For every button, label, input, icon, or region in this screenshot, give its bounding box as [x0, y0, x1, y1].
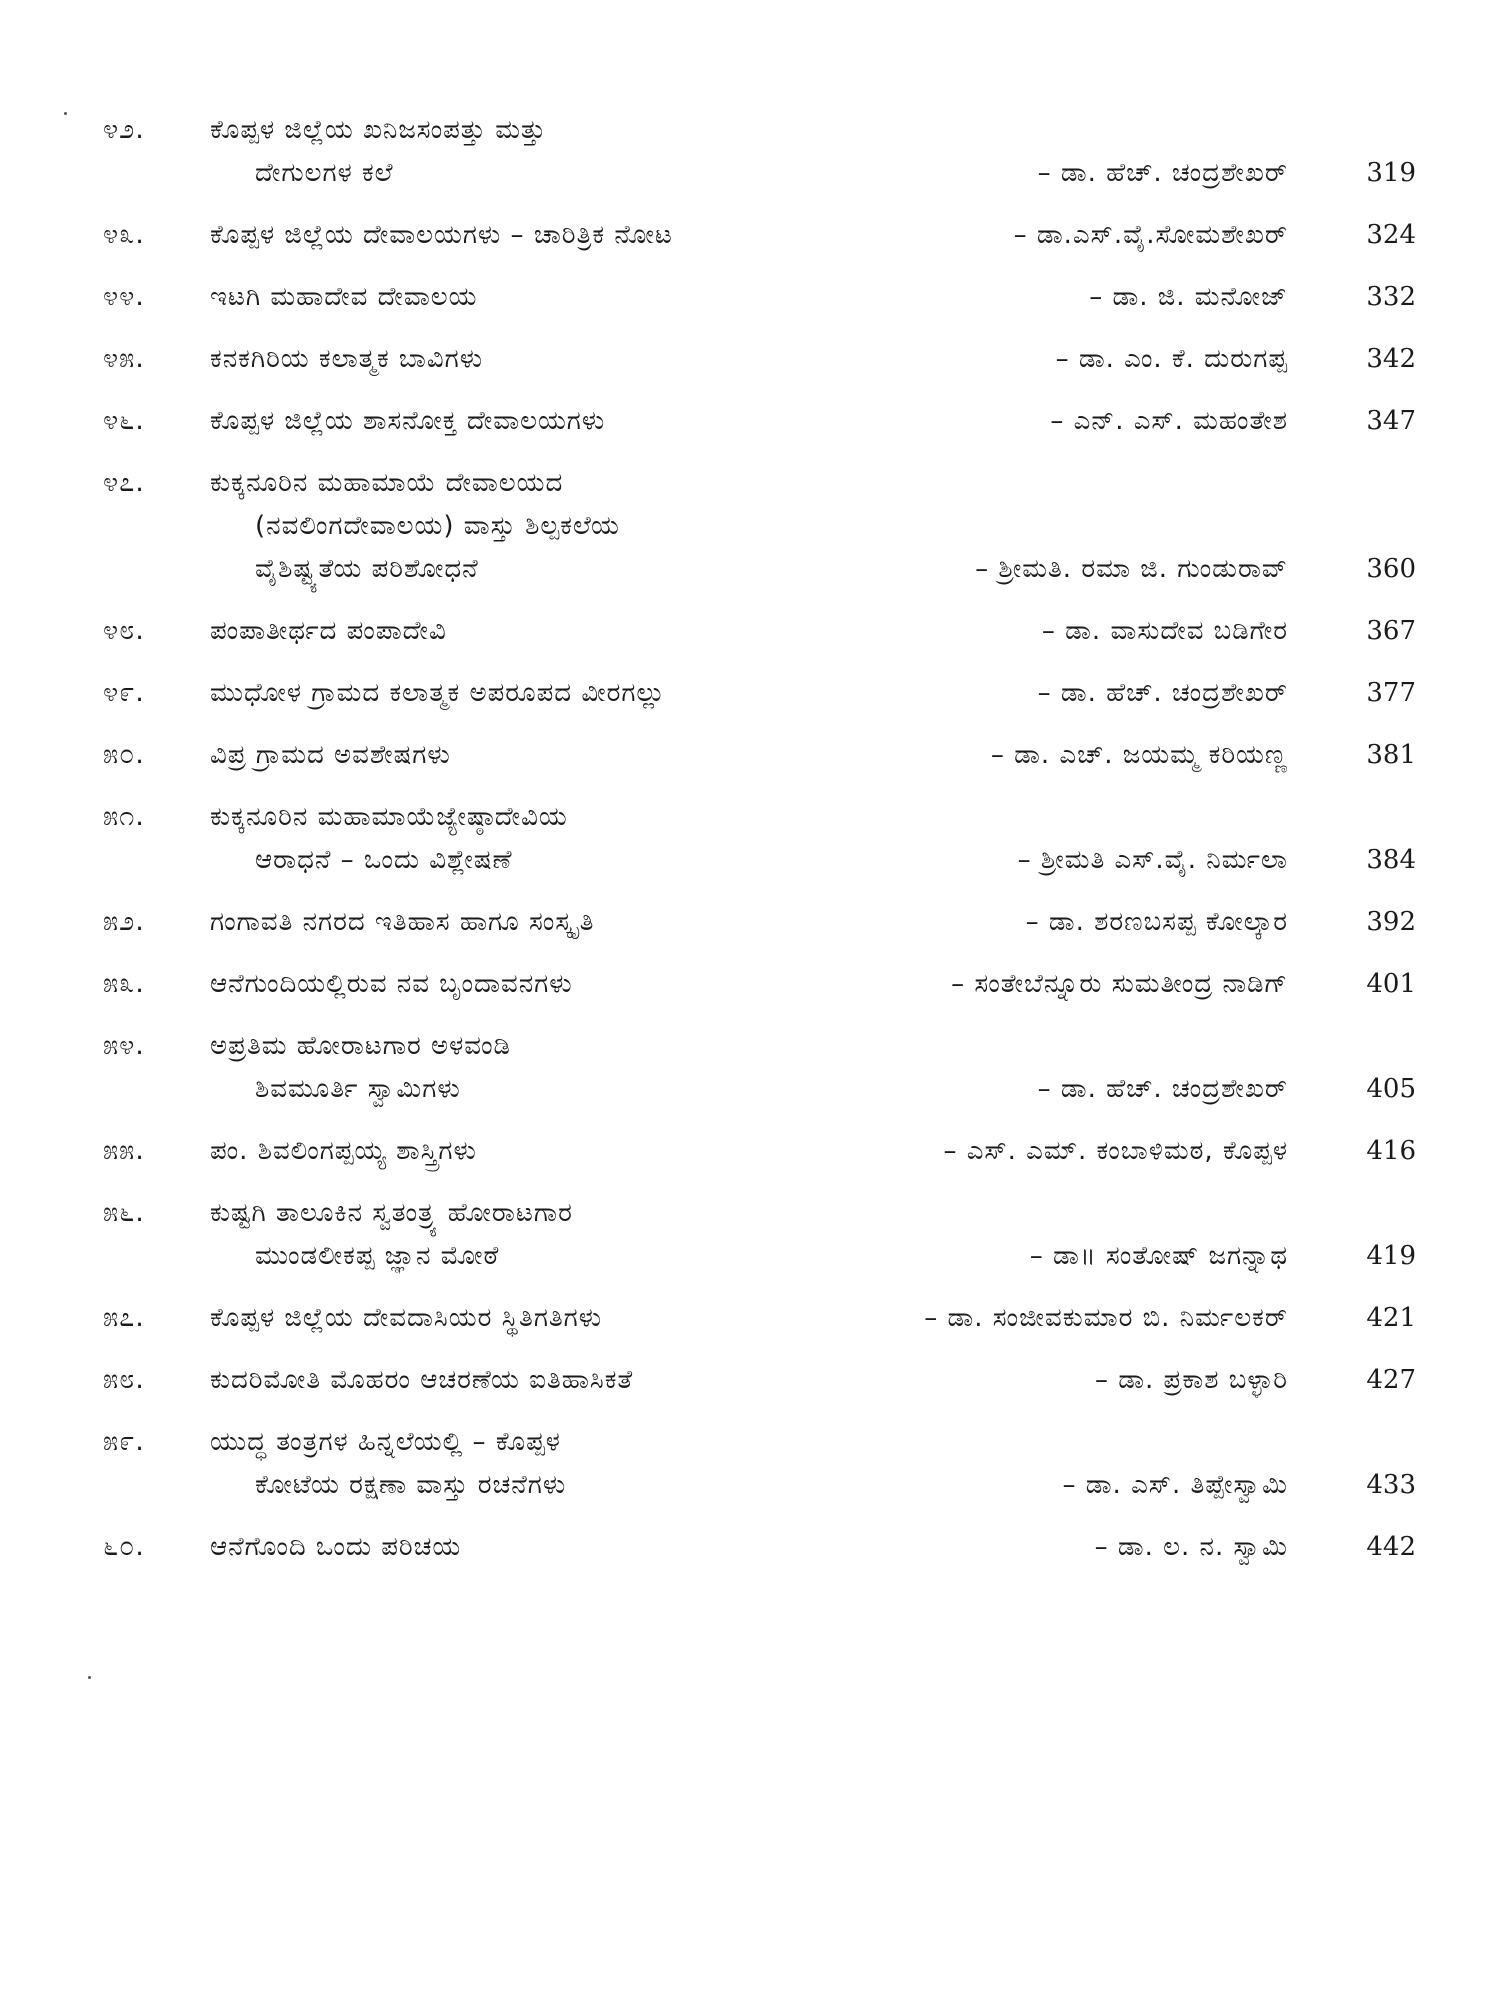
entry-author: – ಡಾ. ಹೆಚ್. ಚಂದ್ರಶೇಖರ್ — [1037, 158, 1288, 188]
entry-page-number: 360 — [1366, 554, 1416, 584]
entry-title: ಕೋಟೆಯ ರಕ್ಷಣಾ ವಾಸ್ತು ರಚನೆಗಳು — [255, 1470, 567, 1500]
entry-title: (ನವಲಿಂಗದೇವಾಲಯ) ವಾಸ್ತು ಶಿಲ್ಪಕಲೆಯ — [255, 511, 620, 541]
entry-author: – ಡಾ. ಪ್ರಕಾಶ ಬಳ್ಳಾರಿ — [1095, 1365, 1288, 1395]
toc-line — [0, 1293, 1500, 1343]
entry-title: ಆನೆಗೊಂದಿ ಒಂದು ಪರಿಚಯ — [210, 1532, 462, 1562]
entry-title: ಮುಧೋಳ ಗ್ರಾಮದ ಕಲಾತ್ಮಕ ಅಪರೂಪದ ವೀರಗಲ್ಲು — [210, 678, 666, 708]
entry-page-number: 342 — [1366, 344, 1416, 374]
entry-author: – ಡಾ. ಎಂ. ಕೆ. ದುರುಗಪ್ಪ — [1055, 344, 1288, 374]
toc-line — [0, 1460, 1500, 1510]
entry-author: – ಡಾ. ಎಸ್. ತಿಪ್ಪೇಸ್ವಾಮಿ — [1062, 1470, 1288, 1500]
toc-line — [0, 210, 1500, 260]
entry-author: – ಡಾ. ಹೆಚ್. ಚಂದ್ರಶೇಖರ್ — [1037, 678, 1288, 708]
entry-page-number: 433 — [1366, 1470, 1416, 1500]
entry-number: ೪೯. — [103, 677, 145, 708]
entry-page-number: 384 — [1366, 845, 1416, 875]
toc-line — [0, 897, 1500, 947]
entry-page-number: 324 — [1366, 220, 1416, 250]
entry-page-number: 421 — [1366, 1303, 1416, 1333]
entry-number: ೬೦. — [103, 1531, 145, 1562]
entry-title: ವೈಶಿಷ್ಟ್ಯತೆಯ ಪರಿಶೋಧನೆ — [255, 554, 479, 584]
entry-title: ಕುದರಿಮೋತಿ ಮೊಹರಂ ಆಚರಣೆಯ ಐತಿಹಾಸಿಕತೆ — [210, 1365, 634, 1395]
entry-author: – ಶ್ರೀಮತಿ. ರಮಾ ಜಿ. ಗುಂಡುರಾವ್ — [975, 554, 1288, 584]
entry-author: – ಸಂತೇಬೆನ್ನೂರು ಸುಮತೀಂದ್ರ ನಾಡಿಗ್ — [951, 969, 1288, 999]
entry-number: ೪೩. — [103, 219, 145, 250]
toc-line — [0, 148, 1500, 198]
entry-author: – ಡಾ. ಲ. ನ. ಸ್ವಾಮಿ — [1094, 1532, 1288, 1562]
entry-page-number: 367 — [1366, 616, 1416, 646]
entry-number: ೫೯. — [103, 1426, 145, 1457]
entry-title: ಅಪ್ರತಿಮ ಹೋರಾಟಗಾರ ಅಳವಂಡಿ — [210, 1031, 511, 1061]
entry-title: ಯುದ್ಧ ತಂತ್ರಗಳ ಹಿನ್ನಲೆಯಲ್ಲಿ – ಕೊಪ್ಪಳ — [210, 1427, 561, 1457]
entry-author: – ಡಾ. ಸಂಜೀವಕುಮಾರ ಬಿ. ನಿರ್ಮಲಕರ್ — [924, 1303, 1288, 1333]
entry-number: ೫೦. — [103, 739, 145, 770]
entry-title: ಕೊಪ್ಪಳ ಜಿಲ್ಲೆಯ ಖನಿಜಸಂಪತ್ತು ಮತ್ತು — [210, 115, 547, 145]
entry-page-number: 319 — [1366, 158, 1416, 188]
entry-page-number: 419 — [1366, 1241, 1416, 1271]
entry-number: ೪೫. — [103, 343, 145, 374]
entry-number: ೫೭. — [103, 1302, 145, 1333]
entry-title: ಪಂಪಾತೀರ್ಥದ ಪಂಪಾದೇವಿ — [210, 616, 447, 646]
entry-title: ದೇಗುಲಗಳ ಕಲೆ — [255, 158, 394, 188]
entry-number: ೪೮. — [103, 615, 145, 646]
toc-line — [0, 544, 1500, 594]
toc-line — [0, 1231, 1500, 1281]
entry-number: ೪೨. — [103, 114, 145, 145]
entry-author: – ಡಾ. ವಾಸುದೇವ ಬಡಿಗೇರ — [1041, 616, 1288, 646]
entry-page-number: 405 — [1366, 1074, 1416, 1104]
entry-number: ೫೪. — [103, 1030, 145, 1061]
entry-title: ಕನಕಗಿರಿಯ ಕಲಾತ್ಮಕ ಬಾವಿಗಳು — [210, 344, 484, 374]
entry-author: – ಡಾ.ಎಸ್.ವೈ.ಸೋಮಶೇಖರ್ — [1013, 220, 1288, 250]
entry-page-number: 401 — [1366, 969, 1416, 999]
entry-title: ಮುಂಡಲೀಕಪ್ಪ ಜ್ಞಾನ ಮೋಠೆ — [255, 1241, 500, 1271]
entry-page-number: 332 — [1366, 282, 1416, 312]
toc-line — [0, 668, 1500, 718]
entry-author: – ಎನ್. ಎಸ್. ಮಹಂತೇಶ — [1050, 406, 1288, 436]
toc-line — [0, 1522, 1500, 1572]
entry-title: ಕೊಪ್ಪಳ ಜಿಲ್ಲೆಯ ದೇವದಾಸಿಯರ ಸ್ಥಿತಿಗತಿಗಳು — [210, 1303, 603, 1333]
scan-speck — [88, 1676, 91, 1679]
entry-author: – ಡಾ. ಜಿ. ಮನೋಜ್ — [1089, 282, 1288, 312]
entry-author: – ಡಾ. ಎಚ್. ಜಯಮ್ಮ ಕರಿಯಣ್ಣ — [990, 740, 1288, 770]
entry-page-number: 416 — [1366, 1136, 1416, 1166]
toc-line — [0, 959, 1500, 1009]
entry-title: ಕುಷ್ಟಗಿ ತಾಲೂಕಿನ ಸ್ವತಂತ್ರ್ಯ ಹೋರಾಟಗಾರ — [210, 1198, 573, 1228]
entry-page-number: 377 — [1366, 678, 1416, 708]
toc-line — [0, 334, 1500, 384]
entry-author: – ಶ್ರೀಮತಿ ಎಸ್.ವೈ. ನಿರ್ಮಲಾ — [1017, 845, 1288, 875]
entry-title: ಕೊಪ್ಪಳ ಜಿಲ್ಲೆಯ ದೇವಾಲಯಗಳು – ಚಾರಿತ್ರಿಕ ನೋಟ — [210, 220, 673, 250]
entry-number: ೪೭. — [103, 467, 145, 498]
entry-title: ಕುಕ್ಕನೂರಿನ ಮಹಾಮಾಯೆ ದೇವಾಲಯದ — [210, 468, 564, 498]
entry-author: – ಡಾ. ಶರಣಬಸಪ್ಪ ಕೋಲ್ಕಾರ — [1025, 907, 1288, 937]
entry-title: ಪಂ. ಶಿವಲಿಂಗಪ್ಪಯ್ಯ ಶಾಸ್ತ್ರಿಗಳು — [210, 1136, 477, 1166]
entry-number: ೪೪. — [103, 281, 145, 312]
toc-line — [0, 730, 1500, 780]
entry-page-number: 392 — [1366, 907, 1416, 937]
entry-title: ವಿಪ್ರ ಗ್ರಾಮದ ಅವಶೇಷಗಳು — [210, 740, 451, 770]
entry-page-number: 347 — [1366, 406, 1416, 436]
scan-speck — [64, 112, 67, 115]
entry-author: – ಡಾ॥ ಸಂತೋಷ್ ಜಗನ್ನಾಥ — [1029, 1241, 1288, 1271]
entry-number: ೫೬. — [103, 1197, 145, 1228]
entry-title: ಶಿವಮೂರ್ತಿ ಸ್ವಾಮಿಗಳು — [255, 1074, 461, 1104]
entry-number: ೫೮. — [103, 1364, 145, 1395]
entry-number: ೫೧. — [103, 801, 145, 832]
entry-number: ೫೨. — [103, 906, 145, 937]
toc-line — [0, 1064, 1500, 1114]
entry-number: ೪೬. — [103, 405, 145, 436]
entry-author: – ಎಸ್. ಎಮ್. ಕಂಬಾಳಿಮಠ, ಕೊಪ್ಪಳ — [943, 1136, 1288, 1166]
entry-title: ಆನೆಗುಂದಿಯಲ್ಲಿರುವ ನವ ಬೃಂದಾವನಗಳು — [210, 969, 573, 999]
entry-number: ೫೩. — [103, 968, 145, 999]
entry-title: ಕುಕ್ಕನೂರಿನ ಮಹಾಮಾಯೆಜ್ಯೇಷ್ಠಾದೇವಿಯ — [210, 802, 568, 832]
entry-title: ಆರಾಧನೆ – ಒಂದು ವಿಶ್ಲೇಷಣೆ — [255, 845, 513, 875]
toc-line — [0, 835, 1500, 885]
entry-title: ಇಟಗಿ ಮಹಾದೇವ ದೇವಾಲಯ — [210, 282, 478, 312]
entry-title: ಕೊಪ್ಪಳ ಜಿಲ್ಲೆಯ ಶಾಸನೋಕ್ತ ದೇವಾಲಯಗಳು — [210, 406, 606, 436]
entry-page-number: 442 — [1366, 1532, 1416, 1562]
entry-number: ೫೫. — [103, 1135, 145, 1166]
entry-page-number: 427 — [1366, 1365, 1416, 1395]
entry-title: ಗಂಗಾವತಿ ನಗರದ ಇತಿಹಾಸ ಹಾಗೂ ಸಂಸ್ಕೃತಿ — [210, 907, 595, 937]
toc-line — [0, 396, 1500, 446]
toc-line — [0, 1355, 1500, 1405]
entry-page-number: 381 — [1366, 740, 1416, 770]
entry-author: – ಡಾ. ಹೆಚ್. ಚಂದ್ರಶೇಖರ್ — [1037, 1074, 1288, 1104]
toc-line — [0, 1126, 1500, 1176]
toc-line — [0, 272, 1500, 322]
toc-line — [0, 606, 1500, 656]
